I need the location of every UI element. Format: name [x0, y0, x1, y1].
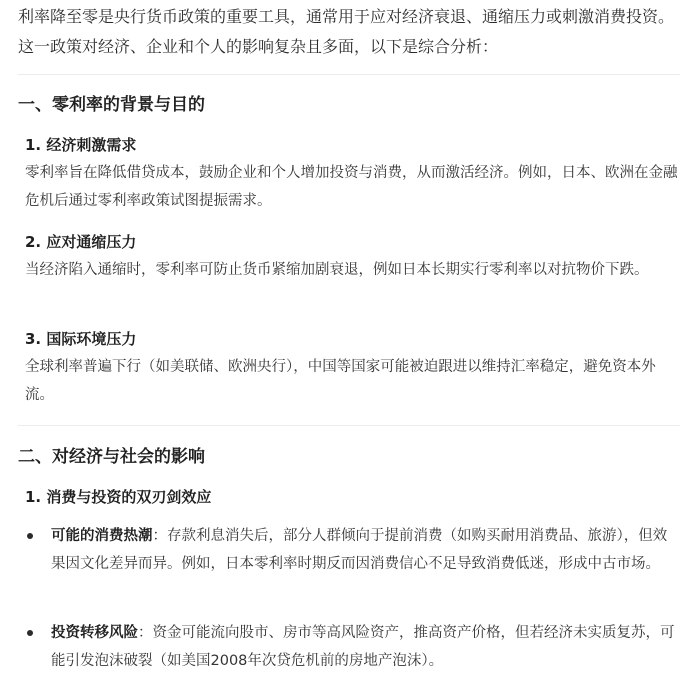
subsection-body: 零利率旨在降低借贷成本，鼓励企业和个人增加投资与消费，从而激活经济。例如，日本、欧洲在金融危机后通过零利率政策试图提振需求。: [25, 165, 678, 209]
bullet-item: [51, 522, 681, 578]
bullet-label: 投资转移风险: [51, 625, 138, 641]
bullet-dot: [27, 630, 33, 636]
section-divider: [18, 74, 680, 75]
subsection-title: 2. 应对通缩压力: [25, 233, 137, 251]
section-divider: [18, 425, 680, 426]
subsection-body: 全球利率普遍下行（如美联储、欧洲央行），中国等国家可能被迫跟进以维持汇率稳定，避免资本外流。: [25, 359, 656, 403]
bullet-item: [51, 619, 681, 675]
subsection-title: 3. 国际环境压力: [25, 330, 137, 348]
subsection-title: 1. 经济刺激需求: [25, 136, 137, 154]
subsection-title: 1. 消费与投资的双刃剑效应: [25, 488, 212, 506]
bullet-body: ：资金可能流向股市、房市等高风险资产，推高资产价格，但若经济未实质复苏，可能引发泡沫破裂（如美国2008年次贷危机前的房地产泡沫）。: [51, 625, 675, 669]
bullet-body: ：存款利息消失后，部分人群倾向于提前消费（如购买耐用消费品、旅游），但效果因文化差异而异。例如，日本零利率时期反而因消费信心不足导致消费低迷，形成中古市场。: [51, 528, 668, 572]
intro-paragraph: 利率降至零是央行货币政策的重要工具，通常用于应对经济衰退、通缩压力或刺激消费投资。这一政策对经济、企业和个人的影响复杂且多面，以下是综合分析：: [18, 7, 675, 56]
bullet-dot: [27, 533, 33, 539]
subsection-body: 当经济陷入通缩时，零利率可防止货币紧缩加剧衰退，例如日本长期实行零利率以对抗物价下跌。: [25, 262, 649, 278]
section-heading: 二、对经济与社会的影响: [18, 447, 205, 467]
bullet-label: 可能的消费热潮: [51, 528, 153, 544]
section-heading: 一、零利率的背景与目的: [18, 95, 205, 115]
